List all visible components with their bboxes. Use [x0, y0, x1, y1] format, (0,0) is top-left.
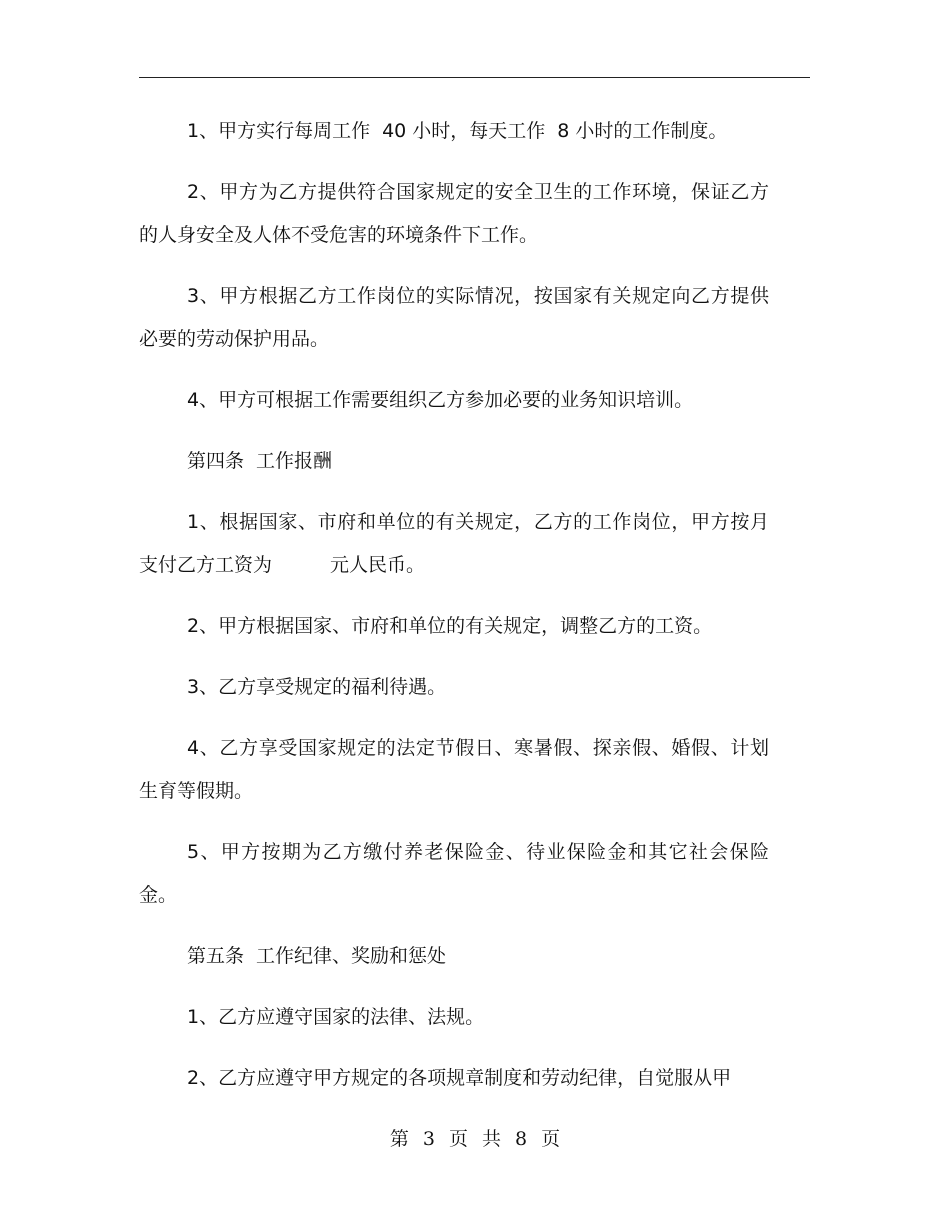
clause-5-item-2: 2、乙方应遵守甲方规定的各项规章制度和劳动纪律，自觉服从甲	[187, 1067, 732, 1089]
clause-3-item-2: 2、甲方为乙方提供符合国家规定的安全卫生的工作环境，保证乙方的人身安全及人体不受危害的环境条件下工作。	[139, 181, 769, 246]
clause-3-item-1-text-a: 1、甲方实行每周工作	[187, 120, 371, 142]
footer-prefix: 第	[389, 1128, 409, 1150]
header-rule	[139, 77, 810, 78]
clause-3-item-1	[139, 110, 769, 153]
clause-4-item-2: 2、甲方根据国家、市府和单位的有关规定，调整乙方的工资。	[187, 615, 713, 637]
clause-4-item-4: 4、乙方享受国家规定的法定节假日、寒暑假、探亲假、婚假、计划生育等假期。	[139, 737, 769, 802]
clause-3-item-1-text-b: 小时，每天工作	[412, 120, 546, 142]
total-pages-number: 8	[515, 1128, 528, 1150]
article-5-heading	[139, 935, 769, 978]
article-5-title: 工作纪律、奖励和惩处	[256, 945, 447, 967]
clause-4-item-1-text-a: 1、根据国家、市府和单位的有关规定，乙方的工作岗位，甲方按月支付乙方工资为	[139, 511, 769, 576]
article-5-number: 第五条	[187, 945, 245, 967]
article-4-heading	[139, 440, 769, 483]
page-footer	[0, 1124, 950, 1151]
footer-total-word: 共	[482, 1128, 502, 1150]
clause-4-item-3: 3、乙方享受规定的福利待遇。	[187, 676, 447, 698]
current-page-number: 3	[422, 1128, 435, 1150]
clause-4-item-1-text-b: 元人民币。	[330, 554, 426, 576]
clause-3-item-4: 4、甲方可根据工作需要组织乙方参加必要的业务知识培训。	[187, 389, 694, 411]
clause-5-item-1: 1、乙方应遵守国家的法律、法规。	[187, 1006, 485, 1028]
document-body	[139, 110, 769, 1118]
clause-3-item-1-text-c: 小时的工作制度。	[575, 120, 728, 142]
article-4-title: 工作报酬	[256, 450, 333, 472]
clause-4-item-5: 5、甲方按期为乙方缴付养老保险金、待业保险金和其它社会保险金。	[139, 841, 769, 906]
footer-page-word: 页	[448, 1128, 468, 1150]
daily-hours-value: 8	[557, 120, 570, 142]
footer-suffix: 页	[541, 1128, 561, 1150]
article-4-number: 第四条	[187, 450, 245, 472]
weekly-hours-value: 40	[382, 120, 407, 142]
clause-4-item-1	[139, 501, 769, 587]
clause-3-item-3: 3、甲方根据乙方工作岗位的实际情况，按国家有关规定向乙方提供必要的劳动保护用品。	[139, 285, 769, 350]
